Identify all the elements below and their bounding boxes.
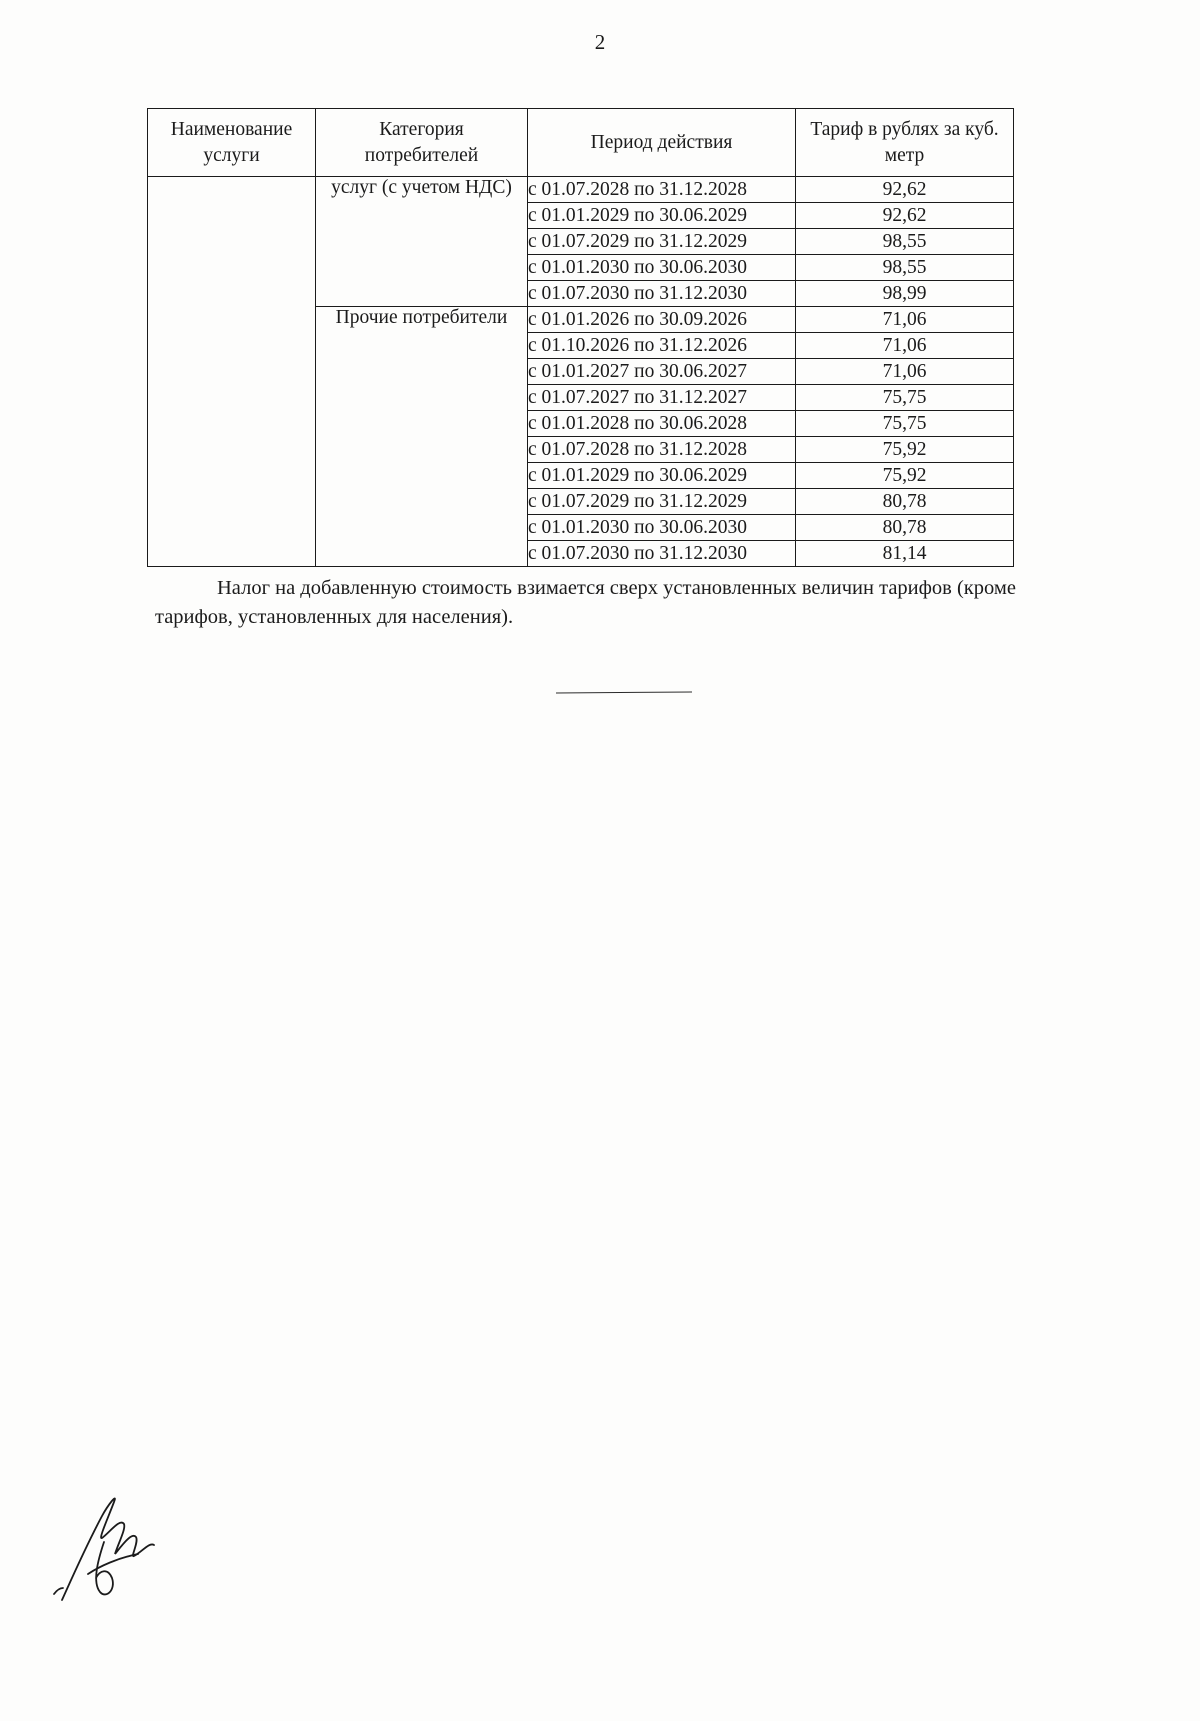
signature — [48, 1482, 168, 1612]
tariff-cell: 98,55 — [796, 229, 1014, 255]
header-tariff: Тариф в рублях за куб. метр — [796, 109, 1014, 177]
tariff-cell: 71,06 — [796, 307, 1014, 333]
table-row — [148, 177, 1014, 203]
period-cell: с 01.01.2030 по 30.06.2030 — [528, 255, 796, 281]
period-cell: с 01.07.2030 по 31.12.2030 — [528, 281, 796, 307]
note-paragraph: Налог на добавленную стоимость взимается сверх установленных величин тарифов (кроме тарифов, установленных для населения). — [155, 577, 1016, 629]
period-cell: с 01.07.2028 по 31.12.2028 — [528, 177, 796, 203]
period-cell: с 01.01.2029 по 30.06.2029 — [528, 203, 796, 229]
period-cell: с 01.01.2027 по 30.06.2027 — [528, 359, 796, 385]
header-consumer-category: Категория потребителей — [316, 109, 528, 177]
separator-line — [556, 692, 692, 694]
period-cell: с 01.01.2026 по 30.09.2026 — [528, 307, 796, 333]
tariff-cell: 80,78 — [796, 515, 1014, 541]
tariff-cell: 92,62 — [796, 203, 1014, 229]
period-cell: с 01.01.2028 по 30.06.2028 — [528, 411, 796, 437]
category-cell: услуг (с учетом НДС) — [316, 177, 528, 307]
service-name-cell — [148, 177, 316, 567]
tariff-cell: 75,92 — [796, 463, 1014, 489]
period-cell: с 01.07.2027 по 31.12.2027 — [528, 385, 796, 411]
header-row — [148, 109, 1014, 177]
period-cell: с 01.10.2026 по 31.12.2026 — [528, 333, 796, 359]
category-cell: Прочие потребители — [316, 307, 528, 567]
tariff-table-header — [148, 109, 1014, 177]
header-validity-period: Период действия — [528, 109, 796, 177]
tariff-cell: 75,75 — [796, 411, 1014, 437]
page-number: 2 — [594, 30, 606, 54]
tariff-cell: 71,06 — [796, 333, 1014, 359]
tariff-cell: 98,55 — [796, 255, 1014, 281]
header-service-name: Наименование услуги — [148, 109, 316, 177]
period-cell: с 01.07.2030 по 31.12.2030 — [528, 541, 796, 567]
tariff-cell: 75,92 — [796, 437, 1014, 463]
tariff-cell: 81,14 — [796, 541, 1014, 567]
period-cell: с 01.07.2029 по 31.12.2029 — [528, 489, 796, 515]
tariff-cell: 71,06 — [796, 359, 1014, 385]
period-cell: с 01.01.2030 по 30.06.2030 — [528, 515, 796, 541]
tariff-table — [147, 108, 1014, 567]
period-cell: с 01.07.2028 по 31.12.2028 — [528, 437, 796, 463]
period-cell: с 01.07.2029 по 31.12.2029 — [528, 229, 796, 255]
period-cell: с 01.01.2029 по 30.06.2029 — [528, 463, 796, 489]
tariff-cell: 75,75 — [796, 385, 1014, 411]
tariff-table-body — [148, 177, 1014, 567]
tariff-cell: 92,62 — [796, 177, 1014, 203]
tariff-cell: 98,99 — [796, 281, 1014, 307]
tariff-cell: 80,78 — [796, 489, 1014, 515]
